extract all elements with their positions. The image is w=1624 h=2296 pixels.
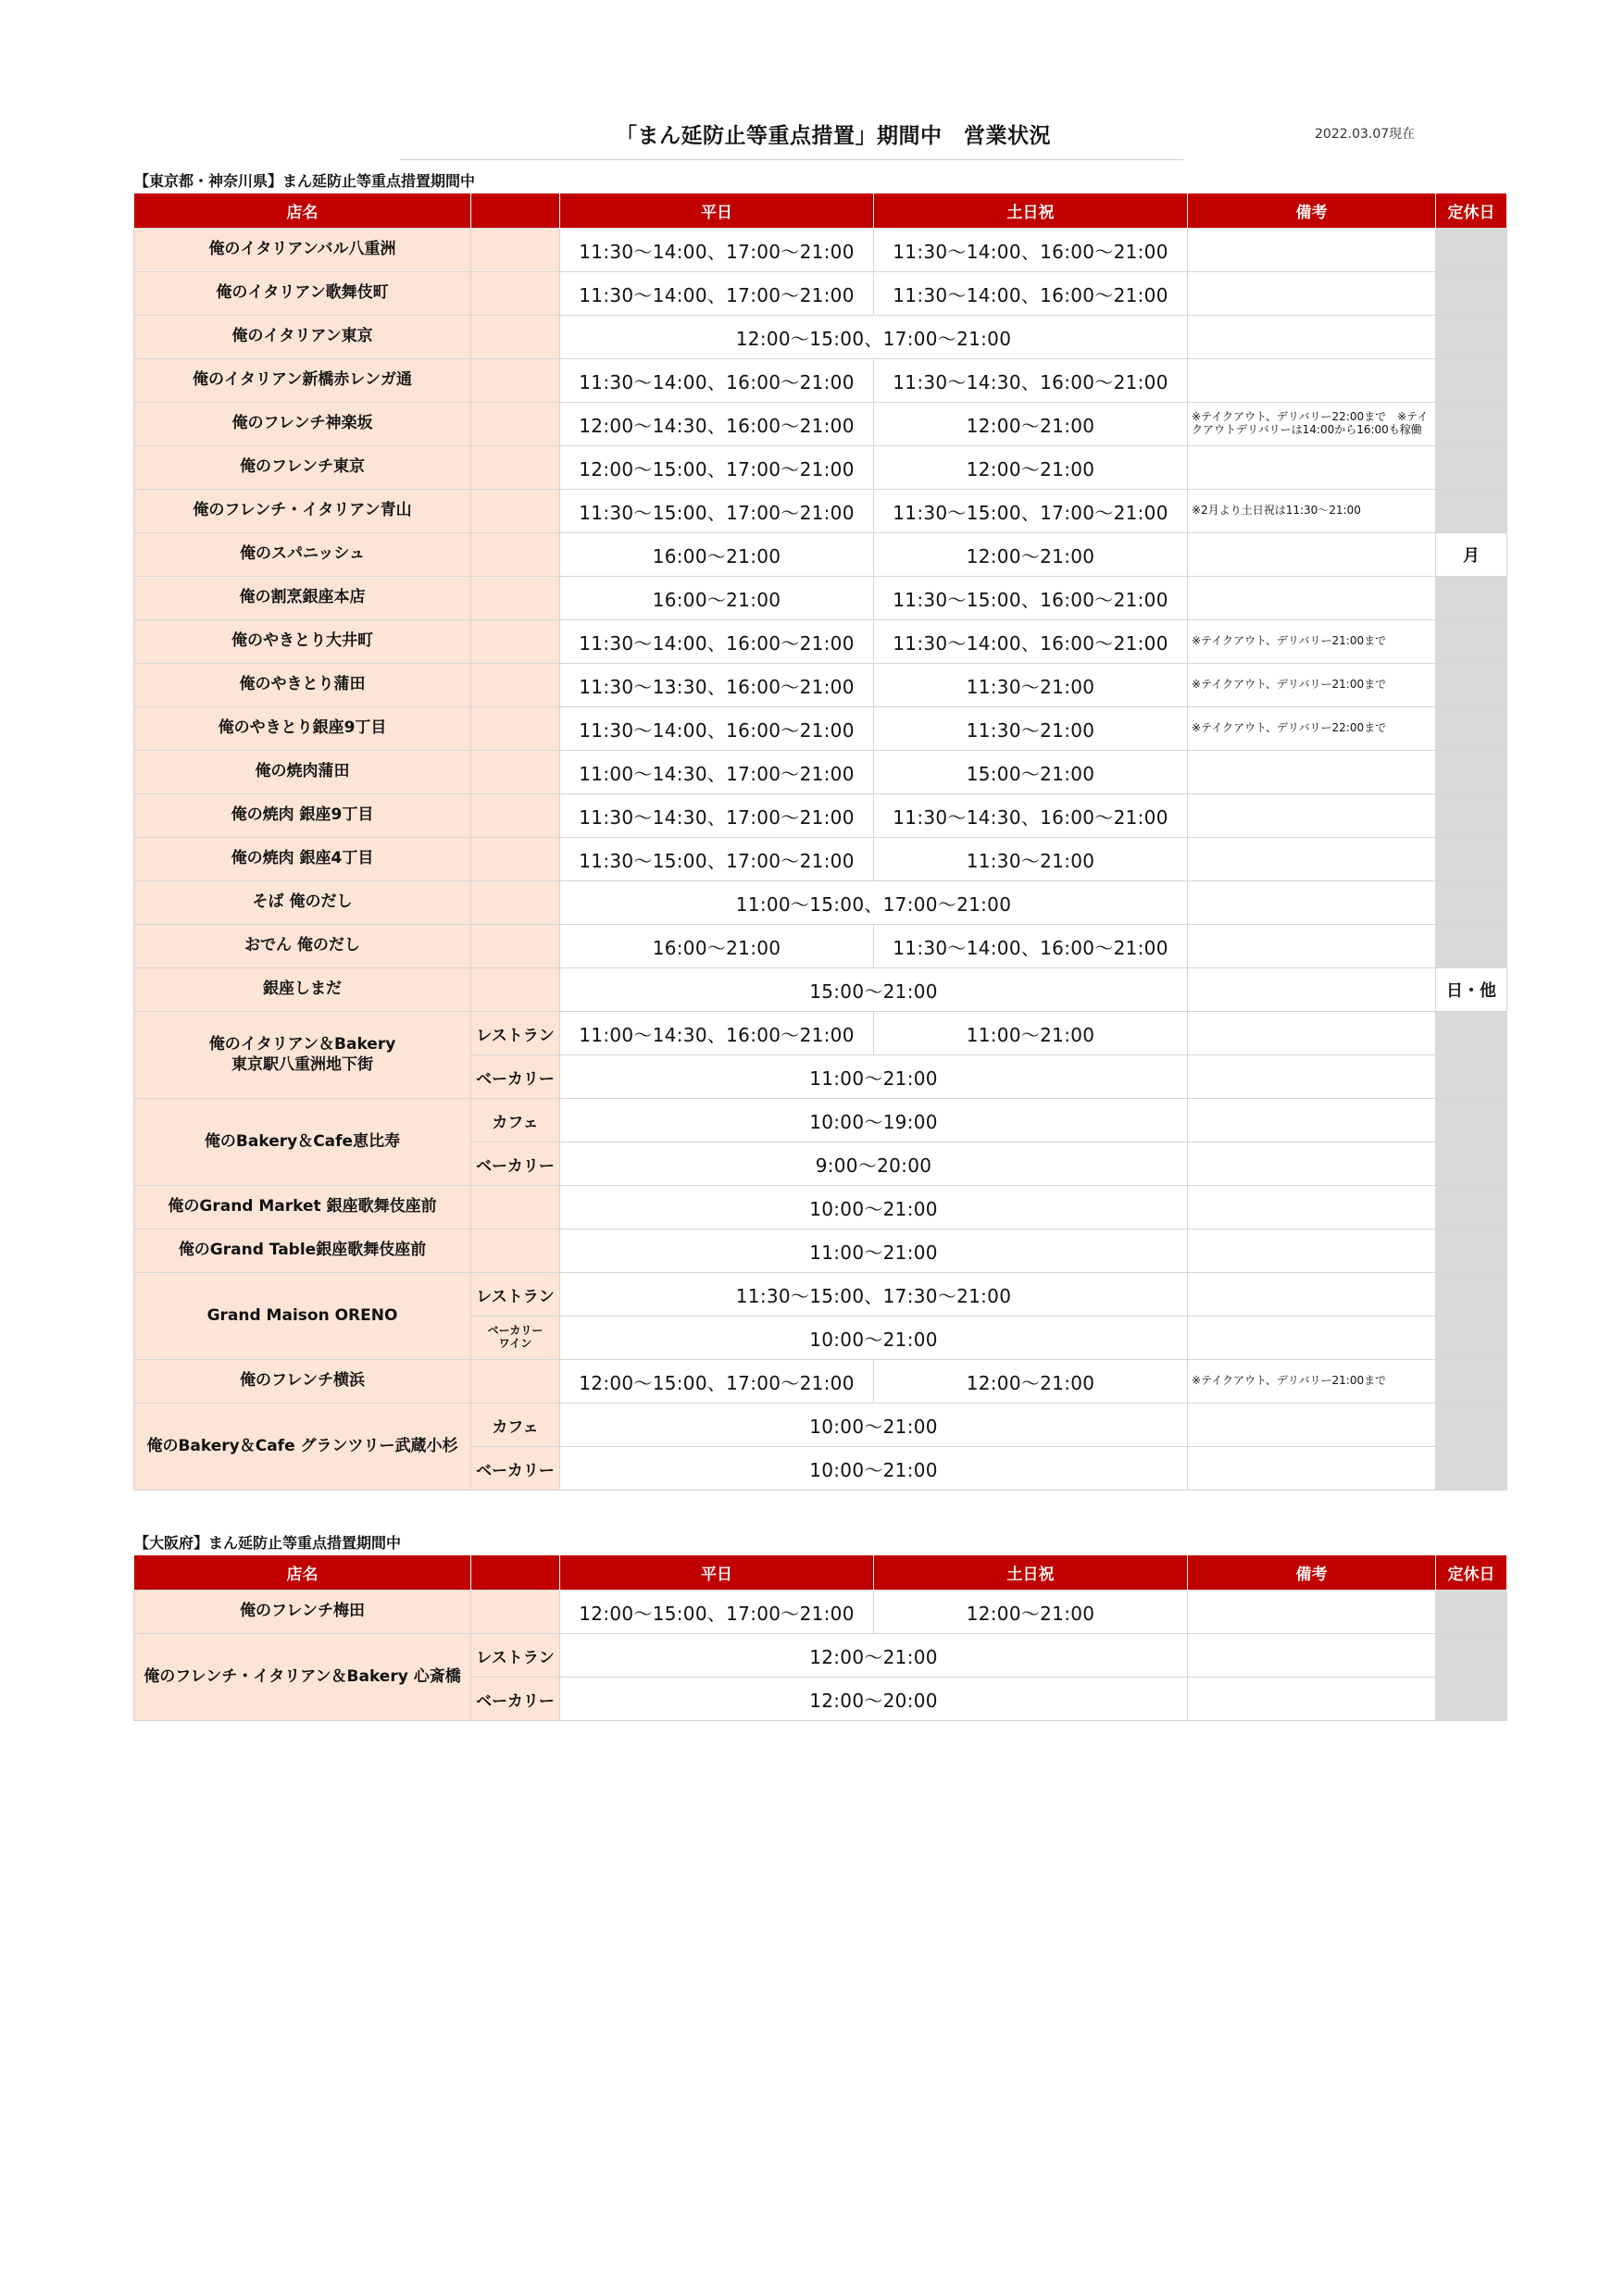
hours-table-osaka — [133, 1555, 1507, 1721]
table-row — [134, 1229, 1507, 1273]
hours-weekend: 12:00〜21:00 — [874, 403, 1188, 446]
store-name: 俺のフレンチ梅田 — [134, 1591, 471, 1634]
hours-weekend: 11:30〜14:30、16:00〜21:00 — [874, 359, 1188, 403]
store-name: おでん 俺のだし — [134, 925, 471, 968]
sub-category — [471, 751, 560, 794]
remarks — [1188, 533, 1436, 577]
table-row — [134, 403, 1507, 446]
hours-weekday: 11:30〜14:30、17:00〜21:00 — [560, 794, 874, 838]
hours-all-days: 12:00〜20:00 — [560, 1678, 1188, 1721]
column-header-closed-day: 定休日 — [1436, 1555, 1507, 1591]
table-row — [134, 1099, 1507, 1142]
store-name: 俺のフレンチ神楽坂 — [134, 403, 471, 446]
table-header-row — [134, 1555, 1507, 1591]
hours-all-days: 11:00〜21:00 — [560, 1229, 1188, 1273]
hours-weekday: 16:00〜21:00 — [560, 533, 874, 577]
hours-weekday: 11:00〜14:30、17:00〜21:00 — [560, 751, 874, 794]
section-heading-osaka: 【大阪府】まん延防止等重点措置期間中 — [134, 1534, 402, 1552]
remarks — [1188, 794, 1436, 838]
hours-all-days: 11:00〜21:00 — [560, 1055, 1188, 1099]
remarks — [1188, 1316, 1436, 1360]
column-header-sub-category — [471, 1555, 560, 1591]
hours-weekend: 11:30〜15:00、17:00〜21:00 — [874, 490, 1188, 533]
store-name: 俺のイタリアン＆Bakery 東京駅八重洲地下街 — [134, 1012, 471, 1099]
hours-all-days: 12:00〜21:00 — [560, 1634, 1188, 1678]
closed-day — [1436, 664, 1507, 707]
table-row — [134, 272, 1507, 316]
hours-weekend: 11:30〜21:00 — [874, 664, 1188, 707]
sub-category: ベーカリー ワイン — [471, 1316, 560, 1360]
column-header-weekday: 平日 — [560, 1555, 874, 1591]
hours-weekday: 11:30〜14:00、17:00〜21:00 — [560, 229, 874, 272]
sub-category — [471, 794, 560, 838]
sub-category: ベーカリー — [471, 1678, 560, 1721]
closed-day — [1436, 838, 1507, 881]
table-row — [134, 707, 1507, 751]
remarks — [1188, 1142, 1436, 1186]
remarks — [1188, 838, 1436, 881]
table-row — [134, 490, 1507, 533]
remarks — [1188, 1634, 1436, 1678]
column-header-weekend: 土日祝 — [874, 193, 1188, 229]
remarks — [1188, 1678, 1436, 1721]
sub-category: レストラン — [471, 1273, 560, 1316]
hours-weekday: 12:00〜15:00、17:00〜21:00 — [560, 1591, 874, 1634]
as-of-date: 2022.03.07現在 — [1315, 127, 1416, 142]
store-name: 俺の割烹銀座本店 — [134, 577, 471, 620]
hours-all-days: 10:00〜21:00 — [560, 1447, 1188, 1491]
table-row — [134, 925, 1507, 968]
hours-weekend: 11:30〜14:00、16:00〜21:00 — [874, 229, 1188, 272]
closed-day — [1436, 881, 1507, 925]
page-title: 「まん延防止等重点措置」期間中 営業状況 — [616, 124, 1051, 148]
hours-weekend: 11:30〜15:00、16:00〜21:00 — [874, 577, 1188, 620]
column-header-weekend: 土日祝 — [874, 1555, 1188, 1591]
store-name: 俺の焼肉蒲田 — [134, 751, 471, 794]
closed-day — [1436, 1229, 1507, 1273]
hours-weekend: 12:00〜21:00 — [874, 446, 1188, 490]
section-heading-tokyo: 【東京都・神奈川県】まん延防止等重点措置期間中 — [134, 172, 476, 190]
store-name: 俺のやきとり大井町 — [134, 620, 471, 664]
hours-weekday: 12:00〜15:00、17:00〜21:00 — [560, 446, 874, 490]
column-header-weekday: 平日 — [560, 193, 874, 229]
hours-weekend: 11:30〜21:00 — [874, 838, 1188, 881]
remarks — [1188, 1591, 1436, 1634]
closed-day — [1436, 1186, 1507, 1229]
table-row — [134, 751, 1507, 794]
store-name: 俺のBakery＆Cafe恵比寿 — [134, 1099, 471, 1186]
hours-weekend: 11:30〜14:00、16:00〜21:00 — [874, 620, 1188, 664]
store-name: 俺の焼肉 銀座4丁目 — [134, 838, 471, 881]
table-header-row — [134, 193, 1507, 229]
table-row — [134, 1360, 1507, 1404]
table-row — [134, 620, 1507, 664]
sub-category: ベーカリー — [471, 1142, 560, 1186]
store-name: 俺の焼肉 銀座9丁目 — [134, 794, 471, 838]
closed-day — [1436, 1360, 1507, 1404]
sub-category — [471, 316, 560, 359]
remarks — [1188, 272, 1436, 316]
remarks — [1188, 359, 1436, 403]
sub-category — [471, 1229, 560, 1273]
store-name: 俺のGrand Table銀座歌舞伎座前 — [134, 1229, 471, 1273]
store-name: 俺のイタリアン新橋赤レンガ通 — [134, 359, 471, 403]
sub-category — [471, 272, 560, 316]
closed-day — [1436, 229, 1507, 272]
remarks — [1188, 1273, 1436, 1316]
hours-weekday: 11:30〜15:00、17:00〜21:00 — [560, 490, 874, 533]
closed-day — [1436, 1591, 1507, 1634]
table-row — [134, 533, 1507, 577]
hours-all-days: 10:00〜21:00 — [560, 1186, 1188, 1229]
closed-day — [1436, 925, 1507, 968]
remarks — [1188, 446, 1436, 490]
title-divider — [400, 159, 1183, 160]
sub-category — [471, 1360, 560, 1404]
table-row — [134, 794, 1507, 838]
table-row — [134, 881, 1507, 925]
remarks: ※テイクアウト、デリバリー22:00まで — [1188, 707, 1436, 751]
closed-day — [1436, 577, 1507, 620]
store-name: 俺のやきとり蒲田 — [134, 664, 471, 707]
store-name: 俺のイタリアン東京 — [134, 316, 471, 359]
table-row — [134, 359, 1507, 403]
sub-category — [471, 446, 560, 490]
sub-category — [471, 881, 560, 925]
closed-day — [1436, 1099, 1507, 1186]
closed-day — [1436, 1634, 1507, 1721]
closed-day — [1436, 272, 1507, 316]
closed-day — [1436, 751, 1507, 794]
remarks: ※2月より土日祝は11:30〜21:00 — [1188, 490, 1436, 533]
store-name: 俺のフレンチ東京 — [134, 446, 471, 490]
closed-day — [1436, 1404, 1507, 1491]
hours-all-days: 9:00〜20:00 — [560, 1142, 1188, 1186]
hours-all-days: 11:00〜15:00、17:00〜21:00 — [560, 881, 1188, 925]
sub-category — [471, 620, 560, 664]
sub-category: ベーカリー — [471, 1055, 560, 1099]
remarks — [1188, 1099, 1436, 1142]
table-row — [134, 1186, 1507, 1229]
remarks — [1188, 751, 1436, 794]
column-header-closed-day: 定休日 — [1436, 193, 1507, 229]
store-name: Grand Maison ORENO — [134, 1273, 471, 1360]
column-header-remarks: 備考 — [1188, 193, 1436, 229]
hours-weekday: 11:30〜14:00、16:00〜21:00 — [560, 707, 874, 751]
closed-day — [1436, 403, 1507, 446]
sub-category — [471, 1591, 560, 1634]
sub-category — [471, 359, 560, 403]
sub-category: ベーカリー — [471, 1447, 560, 1491]
hours-all-days: 10:00〜21:00 — [560, 1404, 1188, 1447]
store-name: 俺のフレンチ・イタリアン青山 — [134, 490, 471, 533]
table-row — [134, 968, 1507, 1012]
remarks — [1188, 577, 1436, 620]
sub-category — [471, 664, 560, 707]
sub-category — [471, 533, 560, 577]
hours-weekday: 16:00〜21:00 — [560, 577, 874, 620]
hours-weekend: 11:30〜14:00、16:00〜21:00 — [874, 925, 1188, 968]
remarks — [1188, 229, 1436, 272]
remarks — [1188, 925, 1436, 968]
sub-category: カフェ — [471, 1404, 560, 1447]
store-name: 俺のイタリアン歌舞伎町 — [134, 272, 471, 316]
remarks — [1188, 1447, 1436, 1491]
closed-day — [1436, 359, 1507, 403]
hours-weekday: 12:00〜14:30、16:00〜21:00 — [560, 403, 874, 446]
closed-day — [1436, 446, 1507, 490]
column-header-remarks: 備考 — [1188, 1555, 1436, 1591]
hours-weekend: 12:00〜21:00 — [874, 533, 1188, 577]
hours-all-days: 15:00〜21:00 — [560, 968, 1188, 1012]
sub-category — [471, 707, 560, 751]
remarks: ※テイクアウト、デリバリー21:00まで — [1188, 664, 1436, 707]
hours-weekend: 11:30〜14:30、16:00〜21:00 — [874, 794, 1188, 838]
column-header-sub-category — [471, 193, 560, 229]
sub-category: カフェ — [471, 1099, 560, 1142]
store-name: 俺のフレンチ・イタリアン＆Bakery 心斎橋 — [134, 1634, 471, 1721]
closed-day — [1436, 1273, 1507, 1360]
hours-weekend: 12:00〜21:00 — [874, 1360, 1188, 1404]
hours-weekend: 11:30〜14:00、16:00〜21:00 — [874, 272, 1188, 316]
table-row — [134, 1012, 1507, 1055]
column-header-store-name: 店名 — [134, 1555, 471, 1591]
sub-category — [471, 1186, 560, 1229]
remarks: ※テイクアウト、デリバリー21:00まで — [1188, 620, 1436, 664]
hours-weekday: 11:30〜14:00、16:00〜21:00 — [560, 620, 874, 664]
store-name: 俺のGrand Market 銀座歌舞伎座前 — [134, 1186, 471, 1229]
hours-weekend: 12:00〜21:00 — [874, 1591, 1188, 1634]
remarks — [1188, 316, 1436, 359]
closed-day — [1436, 490, 1507, 533]
table-row — [134, 446, 1507, 490]
sub-category — [471, 925, 560, 968]
hours-weekend: 11:30〜21:00 — [874, 707, 1188, 751]
table-row — [134, 1273, 1507, 1316]
remarks — [1188, 1404, 1436, 1447]
store-name: 俺のやきとり銀座9丁目 — [134, 707, 471, 751]
table-row — [134, 229, 1507, 272]
table-row — [134, 1591, 1507, 1634]
hours-weekday: 11:30〜14:00、16:00〜21:00 — [560, 359, 874, 403]
hours-weekday: 11:00〜14:30、16:00〜21:00 — [560, 1012, 874, 1055]
table-row — [134, 838, 1507, 881]
sub-category — [471, 577, 560, 620]
hours-weekday: 12:00〜15:00、17:00〜21:00 — [560, 1360, 874, 1404]
table-row — [134, 316, 1507, 359]
hours-weekday: 11:30〜13:30、16:00〜21:00 — [560, 664, 874, 707]
closed-day — [1436, 1012, 1507, 1099]
remarks — [1188, 1229, 1436, 1273]
sub-category — [471, 229, 560, 272]
hours-all-days: 12:00〜15:00、17:00〜21:00 — [560, 316, 1188, 359]
store-name: 俺のイタリアンバル八重洲 — [134, 229, 471, 272]
hours-all-days: 10:00〜19:00 — [560, 1099, 1188, 1142]
sub-category: レストラン — [471, 1634, 560, 1678]
sub-category — [471, 838, 560, 881]
closed-day: 月 — [1436, 533, 1507, 577]
sub-category — [471, 403, 560, 446]
remarks — [1188, 968, 1436, 1012]
store-name: 俺のBakery＆Cafe グランツリー武蔵小杉 — [134, 1404, 471, 1491]
table-row — [134, 1404, 1507, 1447]
closed-day — [1436, 707, 1507, 751]
closed-day: 日・他 — [1436, 968, 1507, 1012]
table-row — [134, 577, 1507, 620]
hours-weekend: 11:00〜21:00 — [874, 1012, 1188, 1055]
store-name: そば 俺のだし — [134, 881, 471, 925]
remarks — [1188, 1012, 1436, 1055]
store-name: 俺のフレンチ横浜 — [134, 1360, 471, 1404]
remarks: ※テイクアウト、デリバリー22:00まで ※テイクアウトデリバリーは14:00から16:00も稼働 — [1188, 403, 1436, 446]
column-header-store-name: 店名 — [134, 193, 471, 229]
remarks — [1188, 881, 1436, 925]
hours-weekday: 16:00〜21:00 — [560, 925, 874, 968]
closed-day — [1436, 620, 1507, 664]
store-name: 銀座しまだ — [134, 968, 471, 1012]
hours-all-days: 11:30〜15:00、17:30〜21:00 — [560, 1273, 1188, 1316]
sub-category: レストラン — [471, 1012, 560, 1055]
remarks: ※テイクアウト、デリバリー21:00まで — [1188, 1360, 1436, 1404]
sub-category — [471, 968, 560, 1012]
sub-category — [471, 490, 560, 533]
store-name: 俺のスパニッシュ — [134, 533, 471, 577]
remarks — [1188, 1186, 1436, 1229]
table-row — [134, 1634, 1507, 1678]
closed-day — [1436, 316, 1507, 359]
hours-weekend: 15:00〜21:00 — [874, 751, 1188, 794]
closed-day — [1436, 794, 1507, 838]
hours-weekday: 11:30〜14:00、17:00〜21:00 — [560, 272, 874, 316]
hours-all-days: 10:00〜21:00 — [560, 1316, 1188, 1360]
hours-table-tokyo — [133, 193, 1507, 1491]
table-row — [134, 664, 1507, 707]
hours-weekday: 11:30〜15:00、17:00〜21:00 — [560, 838, 874, 881]
remarks — [1188, 1055, 1436, 1099]
